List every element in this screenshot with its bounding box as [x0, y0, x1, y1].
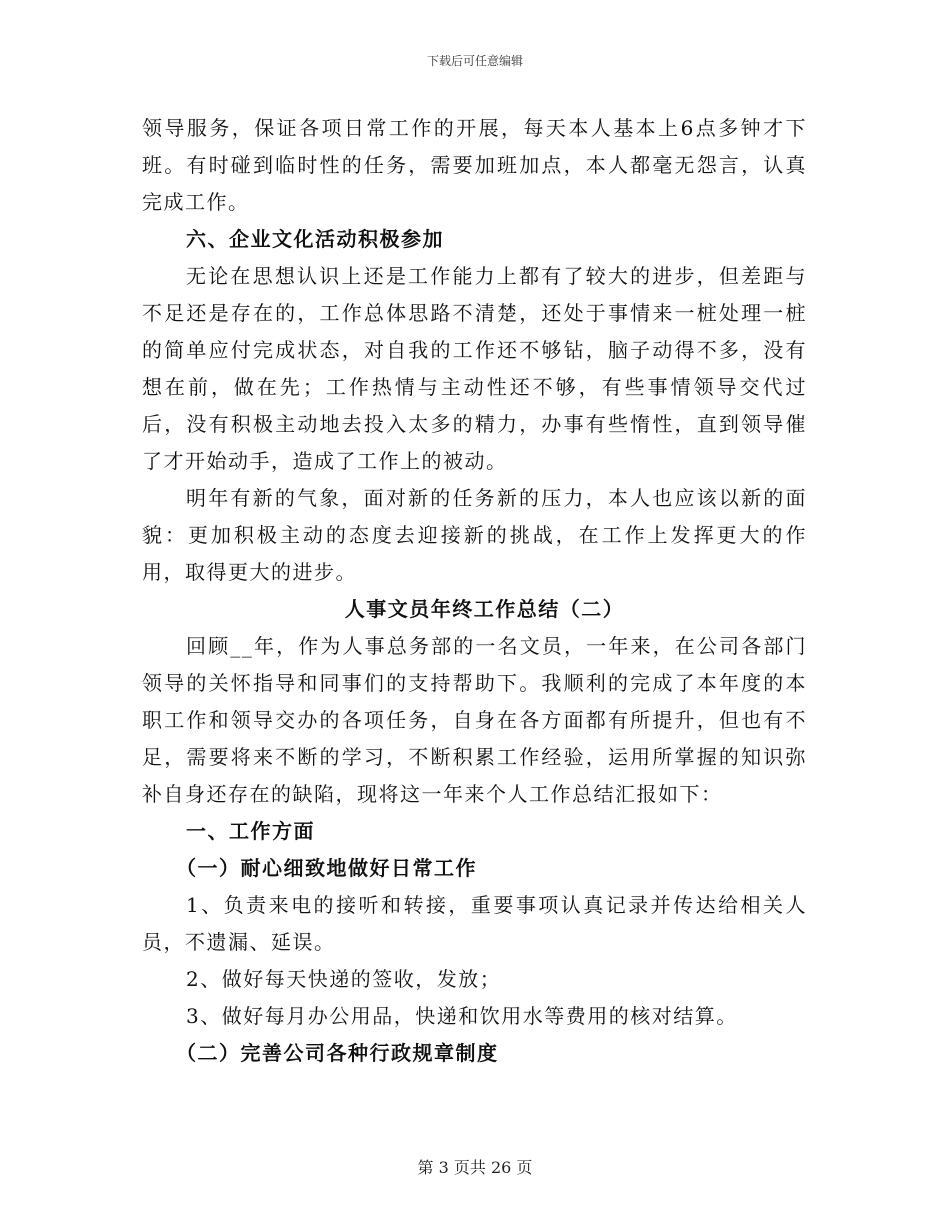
subheading-daily-work: （一）耐心细致地做好日常工作 — [176, 856, 477, 880]
heading-section-six: 六、企业文化活动积极参加 — [186, 227, 444, 251]
paragraph-next-year: 明年有新的气象，面对新的任务新的压力，本人也应该以新的面貌：更加积极主动的态度去迎接新的挑战，在工作上发挥更大的作用，取得更大的进步。 — [142, 486, 807, 584]
list-item-settlement: 3、做好每月办公用品，快递和饮用水等费用的核对结算。 — [186, 1004, 738, 1028]
document-body — [142, 110, 807, 1072]
list-item-express: 2、做好每天快递的签收，发放； — [186, 967, 502, 991]
paragraph-shortcomings: 无论在思想认识上还是工作能力上都有了较大的进步，但差距与不足还是存在的，工作总体思路不清楚，还处于事情来一桩处理一桩的简单应付完成状态，对自我的工作还不够钻，脑子动得不多，没有想在前，做在先；工作热情与主动性还不够，有些事情领导交代过后，没有积极主动地去投入太多的精力，办事有些惰性，直到领导催了才开始动手，造成了工作上的被动。 — [142, 264, 807, 473]
page-header: 下载后可任意编辑 — [426, 54, 523, 68]
page-footer: 第 3 页共 26 页 — [417, 1158, 533, 1177]
heading-work-aspects: 一、工作方面 — [186, 819, 315, 843]
list-item-phone: 1、负责来电的接听和转接，重要事项认真记录并传达给相关人员，不遗漏、延误。 — [142, 893, 807, 954]
subheading-regulations: （二）完善公司各种行政规章制度 — [176, 1041, 499, 1065]
paragraph-review: 回顾__年，作为人事总务部的一名文员，一年来，在公司各部门领导的关怀指导和同事们的支持帮助下。我顺利的完成了本年度的本职工作和领导交办的各项任务，自身在各方面都有所提升，但也有不足，需要将来不断的学习，不断积累工作经验，运用所掌握的知识弥补自身还存在的缺陷，现将这一年来个人工作总结汇报如下： — [142, 634, 807, 806]
paragraph-continuation: 领导服务，保证各项日常工作的开展，每天本人基本上6点多钟才下班。有时碰到临时性的任务，需要加班加点，本人都毫无怨言，认真完成工作。 — [142, 116, 807, 214]
section-title: 人事文员年终工作总结（二） — [344, 597, 625, 621]
